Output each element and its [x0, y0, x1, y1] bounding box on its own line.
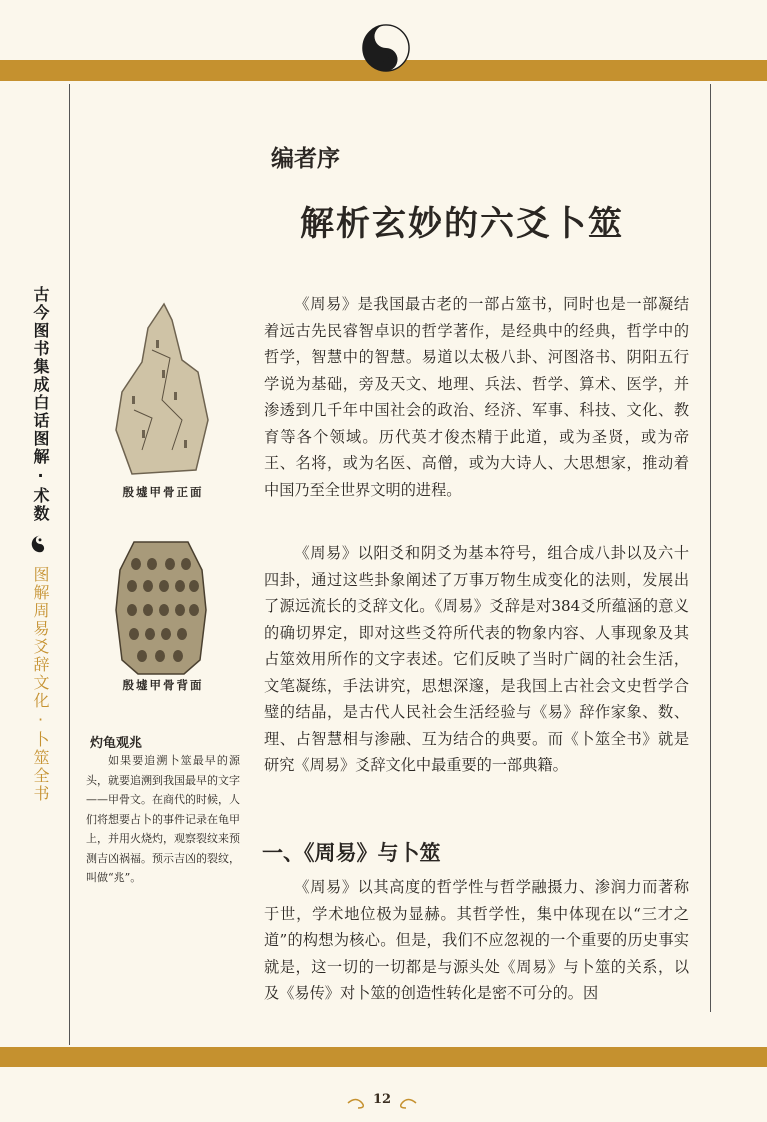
sidebar-note-text: 如果要追溯卜筮最早的源头，就要追溯到我国最早的文字——甲骨文。在商代的时候，人们将想要占卜的事件记录在龟甲上，并用火烧灼，观察裂纹来预测吉凶祸福。预示吉凶的裂纹，叫做“兆”。 [86, 754, 240, 884]
book-title: 图解周易爻辞文化·卜筮全书 [31, 566, 50, 803]
body-paragraph-3: 《周易》以其高度的哲学性与哲学融摄力、渗润力而著称于世，学术地位极为显赫。其哲学性，集中体现在以“三才之道”的构想为核心。但是，我们不应忽视的一个重要的历史事实就是，这一切的一切都是与源头处《周易》与卜筮的关系，以及《易传》对卜筮的创造性转化是密不可分的。因 [264, 878, 689, 1002]
oracle-bone-front-image [112, 300, 210, 478]
right-frame-rule [710, 84, 711, 1012]
section-label: 编者序 [271, 146, 340, 172]
figure1-caption: 殷墟甲骨正面 [122, 485, 204, 499]
page-number: 12 [372, 1092, 392, 1107]
sidebar-note-title: 灼龟观兆 [90, 736, 143, 751]
figure2-caption: 殷墟甲骨背面 [122, 678, 204, 692]
body-paragraph-1: 《周易》是我国最古老的一部占筮书，同时也是一部凝结着远古先民睿智卓识的哲学著作，是经典中的经典，哲学中的哲学，智慧中的智慧。易道以太极八卦、河图洛书、阴阳五行学说为基础，旁及天文、地理、兵法、哲学、算术、医学，并渗透到几千年中国社会的政治、经济、军事、科技、文化、教育等各个领域。历代英才俊杰精于此道，或为圣贤，或为帝王、名将，或为名医、高僧，或为大诗人、大思想家，推动着中国乃至全世界文明的进程。 [264, 295, 689, 499]
body-paragraph-2: 《周易》以阳爻和阴爻为基本符号，组合成八卦以及六十四卦，通过这些卦象阐述了万事万物生成变化的法则，发展出了源远流长的爻辞文化。《周易》爻辞是对384爻所蕴涵的意义的确切界定，即对这些爻符所代表的物象内容、人事现象及其占筮效用所作的文字表述。它们反映了当时广阔的社会生活，文笔凝练，手法讲究，思想深邃，是我国上古社会文史哲学合璧的结晶，是古代人民社会生活经验与《易》辞作家象、数、理、占智慧相与渗融、互为结合的典要。而《卜筮全书》就是研究《周易》爻辞文化中最重要的一部典籍。 [264, 544, 689, 774]
yin-yang-small-icon [31, 535, 49, 553]
yin-yang-icon [362, 24, 410, 72]
left-frame-rule [69, 84, 70, 1045]
bottom-decorative-band [0, 1047, 767, 1067]
oracle-bone-back-image [114, 540, 208, 676]
page-title: 解析玄妙的六爻卜筮 [300, 204, 624, 244]
section-heading: 一、《周易》与卜筮 [262, 841, 441, 865]
series-title: 古今图书集成白话图解·术数 [31, 286, 50, 523]
